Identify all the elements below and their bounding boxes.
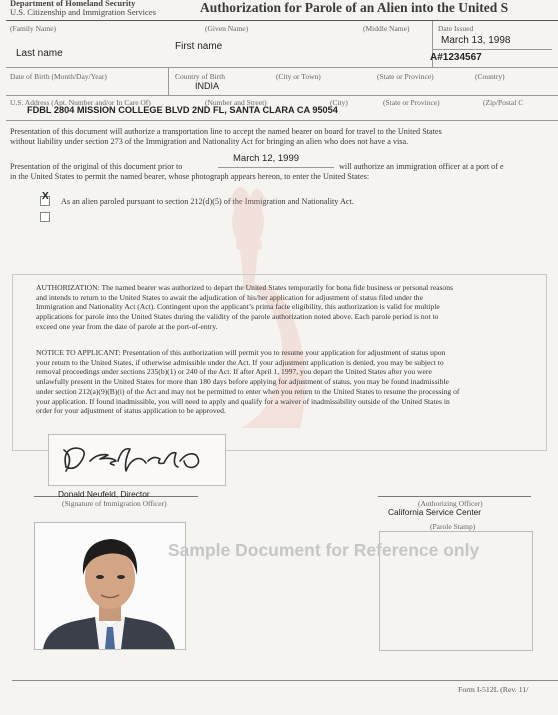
notice-line-4: unlawfully present in the United States for more than 180 days before applying for adjustment of status, you may be found inadmissible <box>36 377 449 387</box>
authorizing-officer-label: (Authorizing Officer) <box>418 499 483 508</box>
authorization-line-3: Immigration and Nationality Act (Act). Contingent upon the applicant’s prima facie eligibility, this authorization is valid for multiple <box>36 302 440 312</box>
row3-rule <box>6 120 558 121</box>
address-value: FDBL 2804 MISSION COLLEGE BLVD 2ND FL, SANTA CLARA CA 95054 <box>27 105 338 115</box>
notice-line-7: order for your adjustment of status application to be approved. <box>36 406 226 416</box>
city-of-birth-label: (City or Town) <box>276 72 321 81</box>
notice-line-3: removal proceedings under sections 235(b)(1) or 240 of the Act. If after April 1, 1997, you depart the United States after you were <box>36 367 432 377</box>
parole-section-label: As an alien paroled pursuant to section 212(d)(5) of the Immigration and Nationality Act. <box>61 197 354 206</box>
presentation-date-underline <box>218 167 334 168</box>
state-of-birth-label: (State or Province) <box>377 72 434 81</box>
second-option-checkbox[interactable] <box>40 212 50 222</box>
parole-stamp-label: (Parole Stamp) <box>430 522 476 531</box>
transport-line-2: without liability under section 273 of the Immigration and Nationality Act for bringing an alien who does not have a visa. <box>10 137 409 147</box>
authorizing-officer-value: California Service Center <box>388 507 482 517</box>
country-label: (Country) <box>475 72 505 81</box>
transport-line-1: Presentation of this document will authorize a transportation line to accept the named bearer on board for travel to the United States <box>10 127 442 136</box>
country-of-birth-value: INDIA <box>195 81 220 91</box>
notice-line-2: your return to the United States, if otherwise admissible under the Act. If your adjustment application is denied, you may be subject to <box>36 357 444 367</box>
parole-section-check-mark: X <box>42 191 49 202</box>
family-name-value: Last name <box>16 48 63 59</box>
form-title: Authorization for Parole of an Alien into the United S <box>200 0 509 15</box>
officer-signature-image <box>56 441 216 477</box>
date-issued-label: Date Issued <box>438 24 474 33</box>
given-name-label: (Given Name) <box>205 24 249 33</box>
us-address-label: U.S. Address (Apt. Number and/or In Care Of) <box>10 98 151 107</box>
bearer-portrait-image <box>35 523 185 649</box>
country-of-birth-label: Country of Birth <box>175 72 225 81</box>
notice-line-5: under section 212(a)(9)(B)(i) of the Act and may not be permitted to enter when you return to the United States to resume the processing of <box>36 386 460 396</box>
officer-rule <box>378 496 531 497</box>
presentation-date: March 12, 1999 <box>233 153 300 164</box>
given-name-value: First name <box>175 41 223 52</box>
signer-label: (Signature of Immigration Officer) <box>62 499 167 508</box>
notice-line-6: your application. If found inadmissible, you will need to apply and qualify for a waiver of inadmissibility outside of the United States in <box>36 396 450 406</box>
dob-divider <box>168 67 169 95</box>
row2-rule <box>6 95 558 96</box>
sample-watermark: Sample Document for Reference only <box>168 540 480 560</box>
presentation-suffix: will authorize an immigration officer at a port of e <box>339 162 504 171</box>
agency-line-1: Department of Homeland Security <box>10 0 136 8</box>
address-city-label: (City) <box>330 98 348 107</box>
date-of-birth-label: Date of Birth (Month/Day/Year) <box>10 72 107 81</box>
row1-rule <box>6 67 558 68</box>
bearer-photo <box>34 522 186 650</box>
agency-name <box>10 0 156 17</box>
authorization-line-5: exceed one year from the date of parole at the port-of-entry. <box>36 321 218 331</box>
presentation-prefix: Presentation of the original of this document prior to <box>10 162 183 171</box>
form-number: Form I-512L (Rev. 11/ <box>458 685 529 694</box>
authorization-line-1: AUTHORIZATION: The named bearer was authorized to depart the United States temporarily for bona fide business or personal reasons <box>36 283 453 292</box>
header-rule <box>6 20 558 21</box>
middle-name-label: (Middle Name) <box>363 24 410 33</box>
signer-name: Donald Neufeld, Director <box>58 489 150 499</box>
notice-line-1: NOTICE TO APPLICANT: Presentation of this authorization will permit you to resume your application for adjustment of status upon <box>36 348 446 357</box>
zip-label: (Zip/Postal C <box>483 98 524 107</box>
authorization-line-2: and intends to return to the United States to await the adjudication of his/her application for adjustment of status filed under the <box>36 292 423 302</box>
notice-paragraph <box>36 348 459 416</box>
a-number-value: A#1234567 <box>430 52 482 63</box>
agency-line-2: U.S. Citizenship and Immigration Services <box>10 7 156 17</box>
a-number-underline <box>432 49 552 50</box>
date-issued-value: March 13, 1998 <box>441 35 511 46</box>
authorization-line-4: applications for parole into the United States during the validity of the parole authorization noted above. Each parole period is not to <box>36 312 439 322</box>
number-street-label: (Number and Street) <box>205 98 267 107</box>
address-state-label: (State or Province) <box>383 98 440 107</box>
presentation-line-2: in the United States to permit the named bearer, whose photograph appears hereon, to enter the United States: <box>10 172 370 181</box>
family-name-label: (Family Name) <box>10 24 57 33</box>
authorization-paragraph <box>36 283 453 332</box>
transport-paragraph <box>10 127 442 148</box>
footer-rule <box>12 680 558 681</box>
